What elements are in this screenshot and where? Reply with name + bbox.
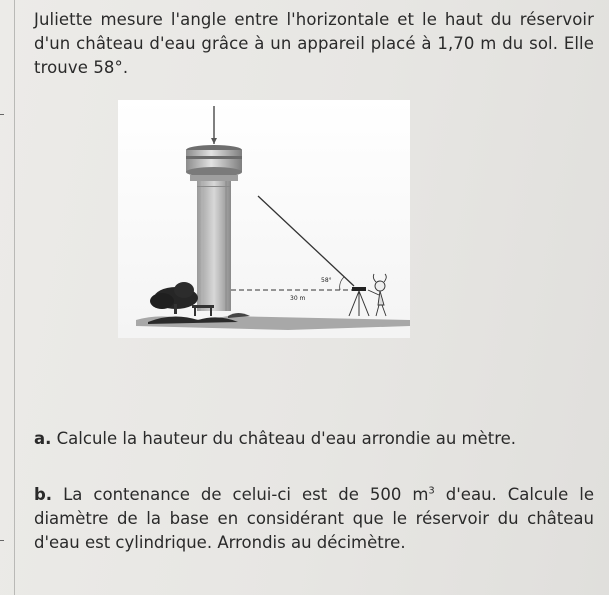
intro-text: Juliette mesure l'angle entre l'horizontale et le haut du réservoir d'un château d'eau grâce à un appareil placé à 1,70 m du sol. Elle trouve	[34, 10, 594, 77]
question-b-exponent: 3	[428, 485, 435, 497]
intro-angle: 58°	[93, 58, 123, 77]
question-a-text: Calcule la hauteur du château d'eau arrondie au mètre.	[56, 429, 517, 448]
problem-statement	[34, 8, 594, 80]
angle-label: 58°	[321, 277, 332, 284]
intro-end: .	[122, 58, 129, 77]
water-tower-figure	[118, 100, 410, 338]
question-b-text-end: d'eau. Calcule le diamètre de la base en considérant que le réservoir du château d'eau est cylindrique. Arrondis au décimètre.	[34, 485, 594, 552]
question-a-label: a.	[34, 429, 52, 448]
question-b-label: b.	[34, 485, 53, 504]
question-b	[34, 483, 594, 555]
page-margin-line	[14, 0, 15, 595]
question-a	[34, 427, 594, 451]
figure-illustration	[118, 100, 410, 338]
margin-tick	[0, 540, 4, 541]
margin-tick	[0, 114, 4, 115]
question-b-text-start: La contenance de celui-ci est de 500 m	[63, 485, 429, 504]
distance-label: 30 m	[290, 295, 306, 302]
